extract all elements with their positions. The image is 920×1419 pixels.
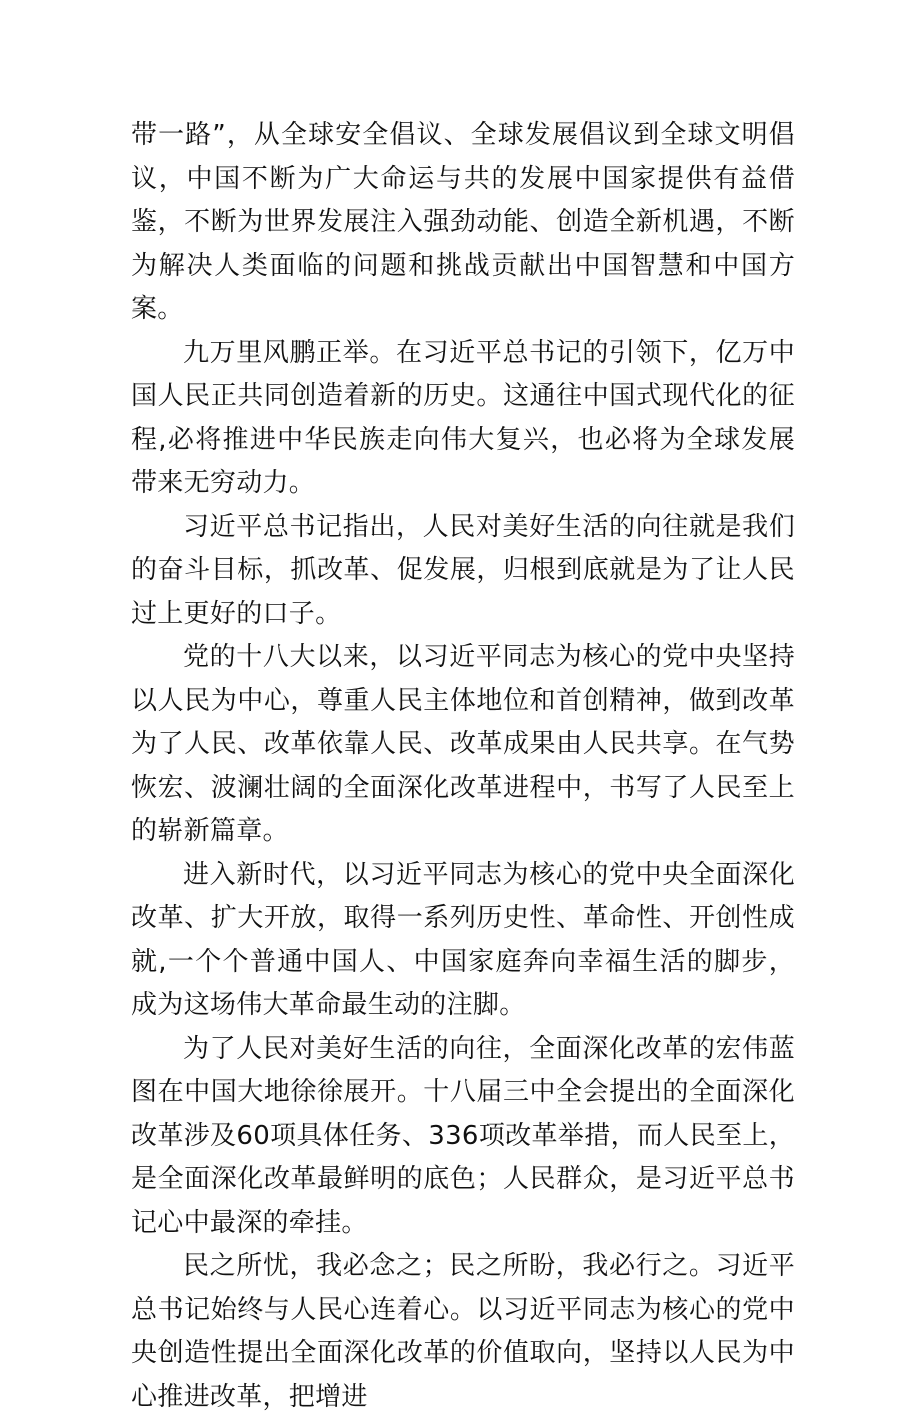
paragraph-6: 为了人民对美好生活的向往，全面深化改革的宏伟蓝图在中国大地徐徐展开。十八届三中全会提出的全面深化改革涉及60项具体任务、336项改革举措，而人民至上，是全面深化改革最鲜明的底色；人民群众，是习近平总书记心中最深的牵挂。 bbox=[131, 1033, 795, 1238]
document-body bbox=[131, 114, 795, 1419]
paragraph-3: 习近平总书记指出，人民对美好生活的向往就是我们的奋斗目标，抓改革、促发展，归根到底就是为了让人民过上更好的口子。 bbox=[131, 511, 795, 629]
paragraph-5: 进入新时代，以习近平同志为核心的党中央全面深化改革、扩大开放，取得一系列历史性、革命性、开创性成就,一个个普通中国人、中国家庭奔向幸福生活的脚步，成为这场伟大革命最生动的注脚。 bbox=[131, 859, 795, 1020]
paragraph-2: 九万里风鹏正举。在习近平总书记的引领下，亿万中国人民正共同创造着新的历史。这通往中国式现代化的征程,必将推进中华民族走向伟大复兴，也必将为全球发展带来无穷动力。 bbox=[131, 337, 795, 498]
paragraph-4: 党的十八大以来，以习近平同志为核心的党中央坚持以人民为中心，尊重人民主体地位和首创精神，做到改革为了人民、改革依靠人民、改革成果由人民共享。在气势恢宏、波澜壮阔的全面深化改革进程中，书写了人民至上的崭新篇章。 bbox=[131, 642, 795, 846]
paragraph-7: 民之所忧，我必念之；民之所盼，我必行之。习近平总书记始终与人民心连着心。以习近平同志为核心的党中央创造性提出全面深化改革的价值取向，坚持以人民为中心推进改革，把增进 bbox=[131, 1251, 795, 1412]
paragraph-1: 带一路”，从全球安全倡议、全球发展倡议到全球文明倡议，中国不断为广大命运与共的发展中国家提供有益借鉴，不断为世界发展注入强劲动能、创造全新机遇，不断为解决人类面临的问题和挑战贡献出中国智慧和中国方案。 bbox=[131, 120, 795, 324]
